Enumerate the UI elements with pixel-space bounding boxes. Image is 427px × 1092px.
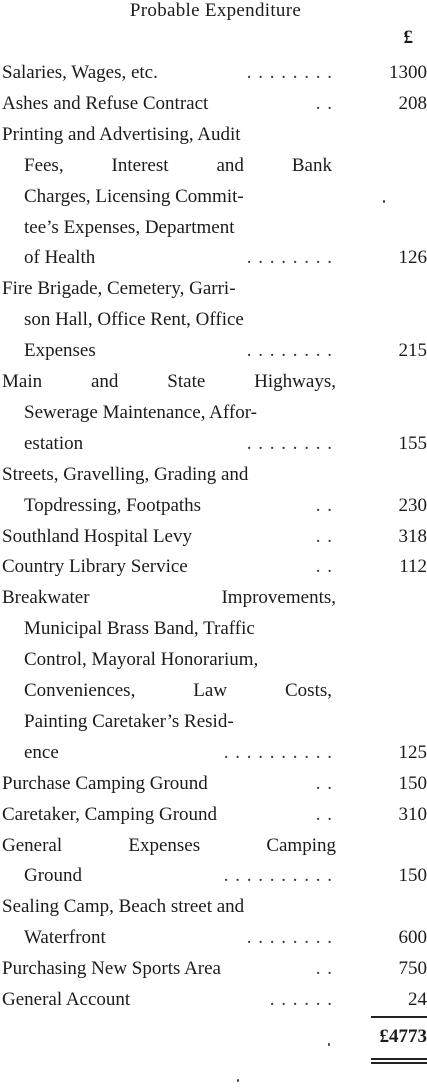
total-rule-top [371,1016,427,1018]
line-word: Main [2,371,43,392]
line-text: Streets, Gravelling, Grading and [2,463,249,485]
expenditure-line [0,800,427,830]
leader-dots: . . . . . . . . [246,927,333,949]
expenditure-line [0,923,427,953]
line-text [24,676,332,706]
expenditure-line [0,831,427,861]
line-word: State [167,371,206,392]
line-text [2,583,336,613]
expenditure-line [0,583,427,613]
line-word: Conveniences, [24,680,136,701]
line-text: Caretaker, Camping Ground [2,803,218,825]
line-word: and [216,154,244,176]
expenditure-line [0,182,427,212]
leader-dots: . . . . . . . . . . [223,741,333,763]
line-word: General [2,834,63,856]
line-amount: 150 [398,865,427,887]
expenditure-line [0,274,427,304]
line-word: Fees, [24,154,64,176]
line-word: and [90,371,119,392]
leader-dots: . . [315,803,333,825]
line-text: Ashes and Refuse Contract [2,92,209,114]
line-text: Municipal Brass Band, Traffic [24,618,255,640]
leader-dots: . . [315,525,333,547]
expenditure-line [0,429,427,459]
line-text: Ground [24,865,83,887]
line-amount: 155 [398,432,427,454]
line-text: Country Library Service [2,556,188,578]
expenditure-line [0,676,427,706]
expenditure-line [0,336,427,366]
line-text: Expenses [24,340,96,362]
expenditure-line [0,552,427,582]
leader-dots: . . . . . . . . [246,62,333,83]
line-amount: 1300 [389,62,427,83]
line-text: Sealing Camp, Beach street and [2,896,245,918]
expenditure-line [0,707,427,737]
line-word: Expenses [128,834,201,856]
line-amount: 230 [398,494,427,516]
expenditure-line [0,861,427,891]
line-amount: 150 [398,772,427,794]
line-text: Charges, Licensing Commit- [24,185,244,207]
line-text: Purchase Camping Ground [2,772,208,794]
page-heading: Probable Expenditure [129,0,302,21]
line-amount: 215 [398,340,427,362]
leader-dots: . . . . . . . . [246,340,333,362]
line-text: General Account [2,989,131,1010]
expenditure-line [0,491,427,521]
line-text: Control, Mayoral Honorarium, [24,649,259,671]
expenditure-line [0,213,427,243]
print-speck [237,1079,239,1082]
print-speck [328,1043,330,1046]
line-amount: 310 [398,803,427,825]
leader-dots: . . [315,958,333,980]
line-text: Printing and Advertising, Audit [2,123,241,145]
line-amount: 318 [398,525,427,547]
expenditure-line [0,398,427,428]
expenditure-line [0,738,427,768]
line-word: Interest [111,154,169,176]
total-rule-bottom [371,1058,427,1060]
expenditure-line [0,305,427,335]
expenditure-line [0,120,427,150]
expenditure-line [0,614,427,644]
line-word: Bank [291,154,332,176]
line-amount: 126 [398,247,427,269]
line-word: Law [193,680,228,701]
line-amount: 750 [398,958,427,980]
line-text [2,831,336,861]
line-text: Purchasing New Sports Area [2,958,221,980]
total-rule-bottom-2 [371,1062,427,1064]
line-text: Topdressing, Footpaths [24,494,202,516]
print-speck [383,200,385,203]
line-text: estation [24,432,84,454]
total-amount: £4773 [379,1026,427,1047]
leader-dots: . . . . . . . . . . [223,865,333,887]
line-word: Breakwater [2,587,90,609]
line-amount: 208 [398,92,427,114]
expenditure-line [0,522,427,552]
line-text [24,151,332,181]
expenditure-line [0,460,427,490]
line-text: Fire Brigade, Cemetery, Garri- [2,278,236,300]
line-text: Southland Hospital Levy [2,525,192,547]
leader-dots: . . . . . . . . [246,247,333,269]
line-word: Highways, [254,371,336,392]
line-text: son Hall, Office Rent, Office [24,309,244,331]
line-text: Waterfront [24,927,106,949]
expenditure-line [0,58,427,88]
expenditure-line [0,892,427,922]
line-text: Sewerage Maintenance, Affor- [24,401,257,423]
leader-dots: . . [315,494,333,516]
expenditure-line [0,243,427,273]
line-text: of Health [24,247,96,269]
leader-dots: . . [315,92,333,114]
line-amount: 125 [398,741,427,763]
expenditure-line [0,367,427,397]
line-text: tee’s Expenses, Department [24,216,235,238]
line-amount: 24 [408,989,427,1010]
leader-dots: . . . . . . [269,989,333,1010]
leader-dots: . . . . . . . . [246,432,333,454]
line-word: Camping [266,834,336,856]
currency-column-header: £ [403,27,413,48]
expenditure-line [0,89,427,119]
expenditure-line [0,985,427,1015]
expenditure-line [0,151,427,181]
expenditure-line [0,954,427,984]
line-word: Improvements, [221,587,336,609]
leader-dots: . . [315,772,333,794]
line-text: ence [24,741,59,763]
expenditure-line [0,769,427,799]
line-word: Costs, [285,680,332,701]
line-amount: 112 [399,556,427,578]
line-text [2,367,336,397]
line-text: Painting Caretaker’s Resid- [24,710,234,732]
line-text: Salaries, Wages, etc. [2,62,158,83]
line-amount: 600 [398,927,427,949]
leader-dots: . . [315,556,333,578]
expenditure-line [0,645,427,675]
